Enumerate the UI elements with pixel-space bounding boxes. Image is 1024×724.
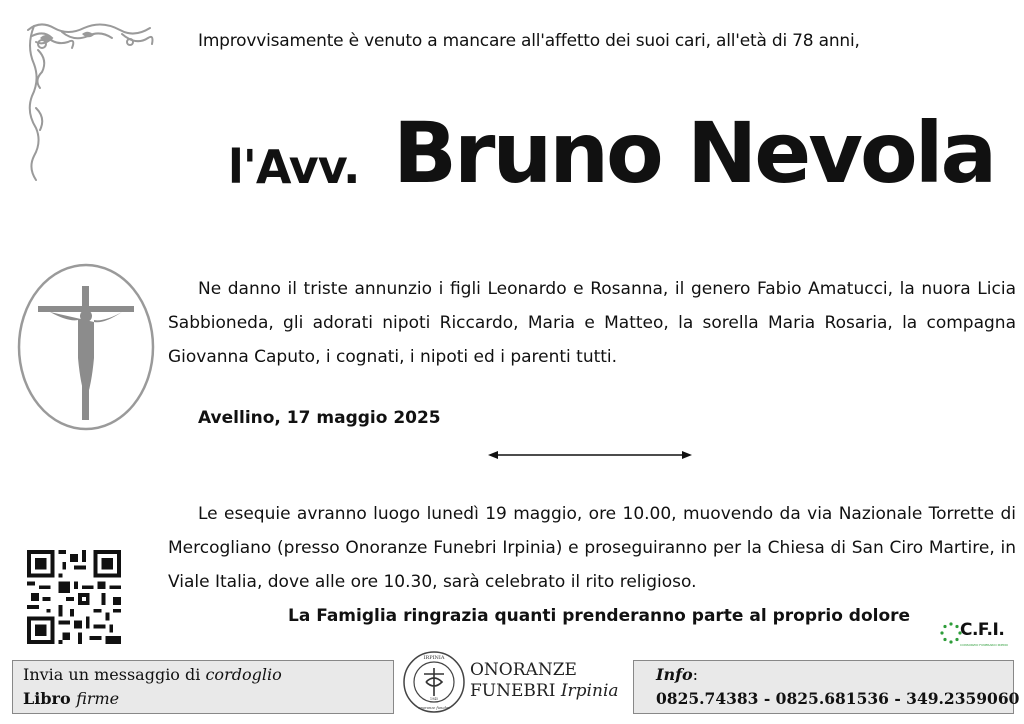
funeral-home-line1: ONORANZE (470, 660, 577, 680)
corner-ornament-icon (22, 16, 158, 186)
place-date: Avellino, 17 maggio 2025 (198, 408, 441, 428)
qr-code-icon[interactable] (26, 550, 122, 644)
cfi-logo-icon (940, 618, 1016, 652)
crucifix-icon (16, 262, 156, 432)
cfi-logo-subtext: CONSORZIO FUNERARIO IRPINO (960, 643, 1008, 647)
intro-text: Improvvisamente è venuto a mancare all'affetto dei suoi cari, all'età di 78 anni, (198, 31, 860, 51)
condolence-link[interactable]: Invia un messaggio di cordoglio (23, 665, 282, 684)
funeral-info-text: Le esequie avranno luogo lunedì 19 maggio, ore 10.00, muovendo da via Nazionale Torrette di Mercogliano (presso Onoranze Funebri Irpinia) e proseguiranno per la Chiesa di San Ciro Martire, in Viale Italia, dove alle ore 10.30, sarà celebrato il rito religioso. (168, 504, 1016, 592)
condolence-box[interactable] (12, 660, 394, 714)
funeral-home-seal-icon (402, 650, 466, 714)
deceased-name: Bruno Nevola (393, 104, 995, 202)
info-label: Info: (656, 665, 699, 684)
seal-top-text: IRPINIA (423, 655, 445, 661)
info-box (633, 660, 1020, 714)
guestbook-link[interactable]: Libro firme (23, 689, 120, 708)
deceased-title: l'Avv. (228, 140, 360, 194)
double-arrow-divider-icon (488, 448, 692, 462)
seal-bottom-text: onoranze funebri (418, 706, 450, 710)
info-phones[interactable]: 0825.74383 - 0825.681536 - 349.2359060 (656, 689, 1020, 708)
funeral-home-line2: FUNEBRI Irpinia (470, 681, 619, 701)
funeral-home-name (470, 660, 619, 702)
seal-year-text: 1945 (429, 697, 439, 701)
family-thanks: La Famiglia ringrazia quanti prenderanno parte al proprio dolore (288, 606, 911, 626)
announcement-text: Ne danno il triste annunzio i figli Leonardo e Rosanna, il genero Fabio Amatucci, la nuora Licia Sabbioneda, gli adorati nipoti Riccardo, Maria e Matteo, la sorella Maria Rosaria, la compagna Giovanna Caputo, i cognati, i nipoti ed i parenti tutti. (168, 279, 1016, 367)
cfi-logo-text: C.F.I. (960, 620, 1005, 640)
